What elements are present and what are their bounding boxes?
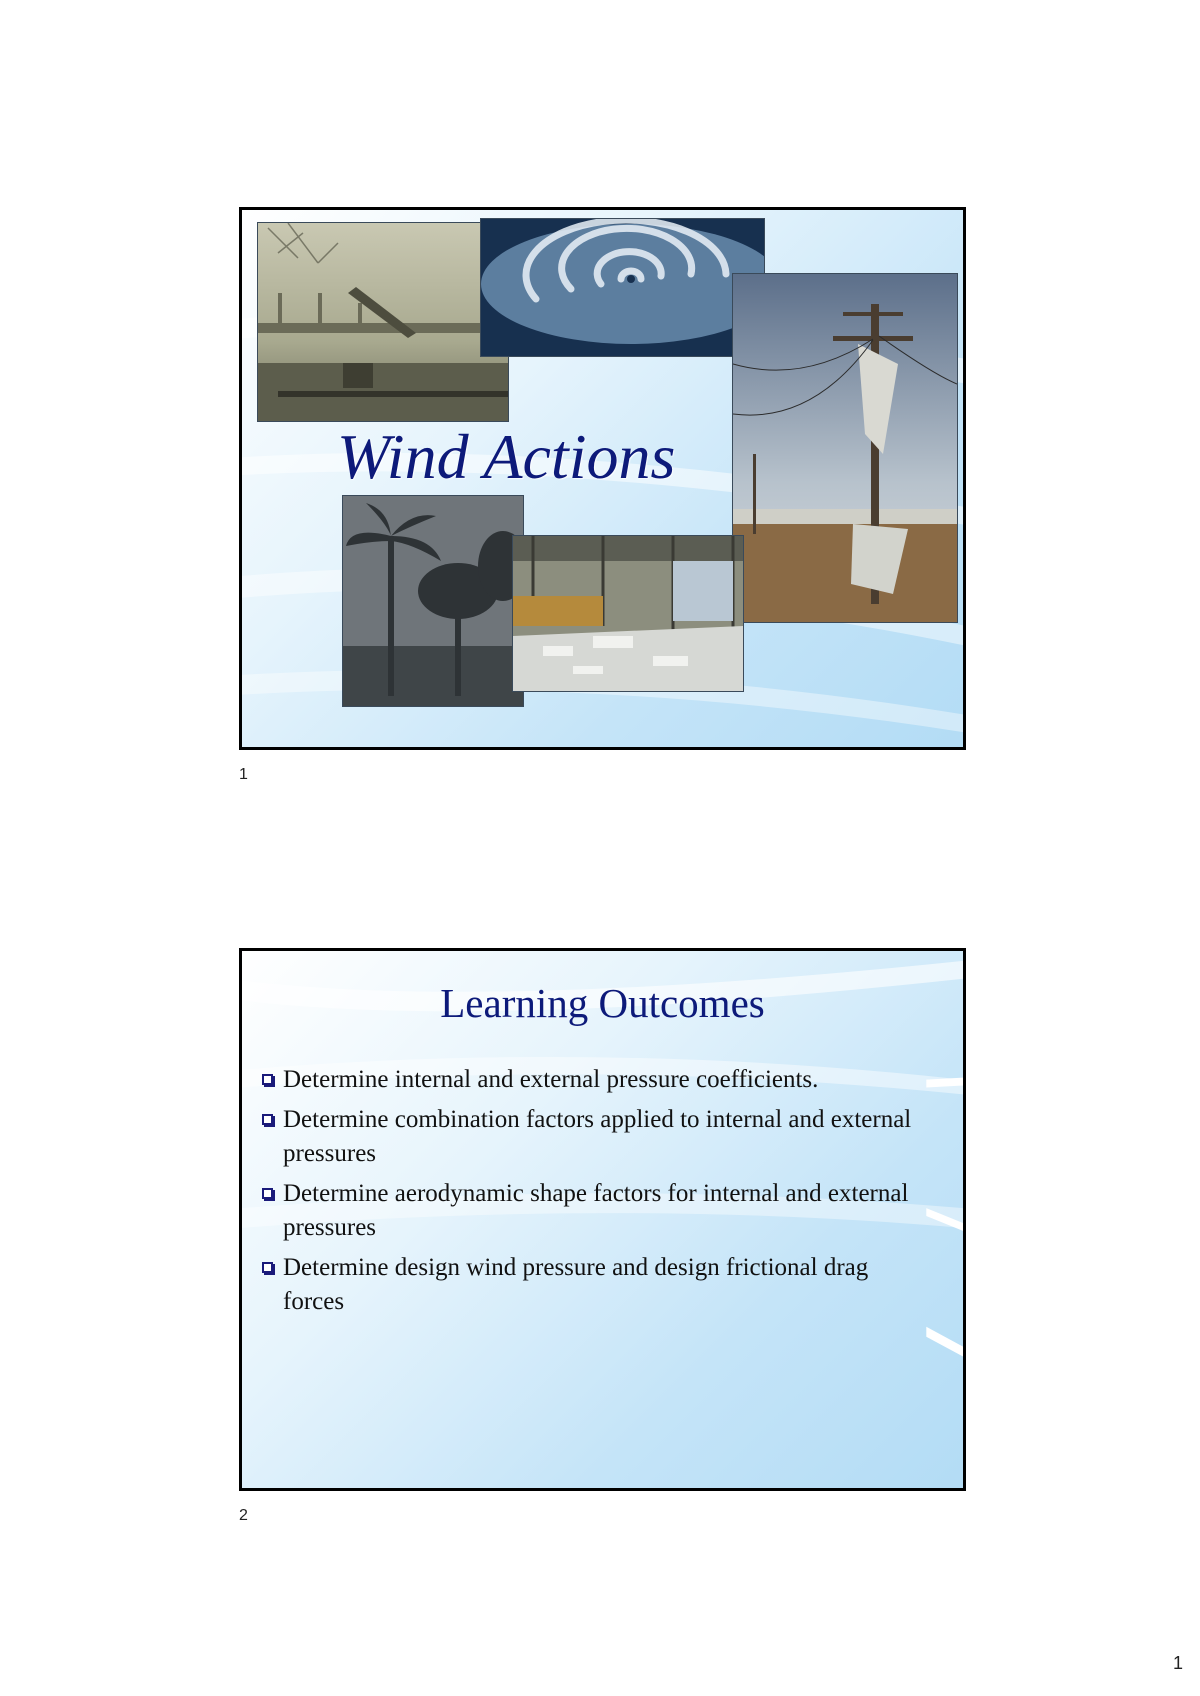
learning-outcomes-list: [260, 1063, 920, 1325]
slide-2: [239, 948, 966, 1491]
page-number: 1: [1173, 1653, 1184, 1673]
slide-1-title: Wind Actions: [337, 421, 676, 492]
slide-2-number: 2: [239, 1507, 248, 1524]
checkbox-bullet-icon: [262, 1262, 273, 1273]
slide-1-number: 1: [239, 766, 248, 783]
foggy-pier-photo: [257, 222, 509, 422]
list-item: Determine aerodynamic shape factors for internal and external pressures: [260, 1177, 920, 1245]
list-item: Determine internal and external pressure coefficients.: [260, 1063, 920, 1097]
damaged-interior-photo: [512, 535, 744, 692]
checkbox-bullet-icon: [262, 1074, 273, 1085]
slide-1: [239, 207, 966, 750]
damaged-utility-pole-photo: [732, 273, 958, 623]
list-item: Determine combination factors applied to internal and external pressures: [260, 1103, 920, 1171]
checkbox-bullet-icon: [262, 1188, 273, 1199]
checkbox-bullet-icon: [262, 1114, 273, 1125]
slide-2-title: Learning Outcomes: [440, 980, 765, 1026]
palm-trees-storm-photo: [342, 495, 524, 707]
list-item: Determine design wind pressure and design frictional drag forces: [260, 1251, 920, 1319]
hurricane-satellite-photo: [480, 218, 765, 357]
